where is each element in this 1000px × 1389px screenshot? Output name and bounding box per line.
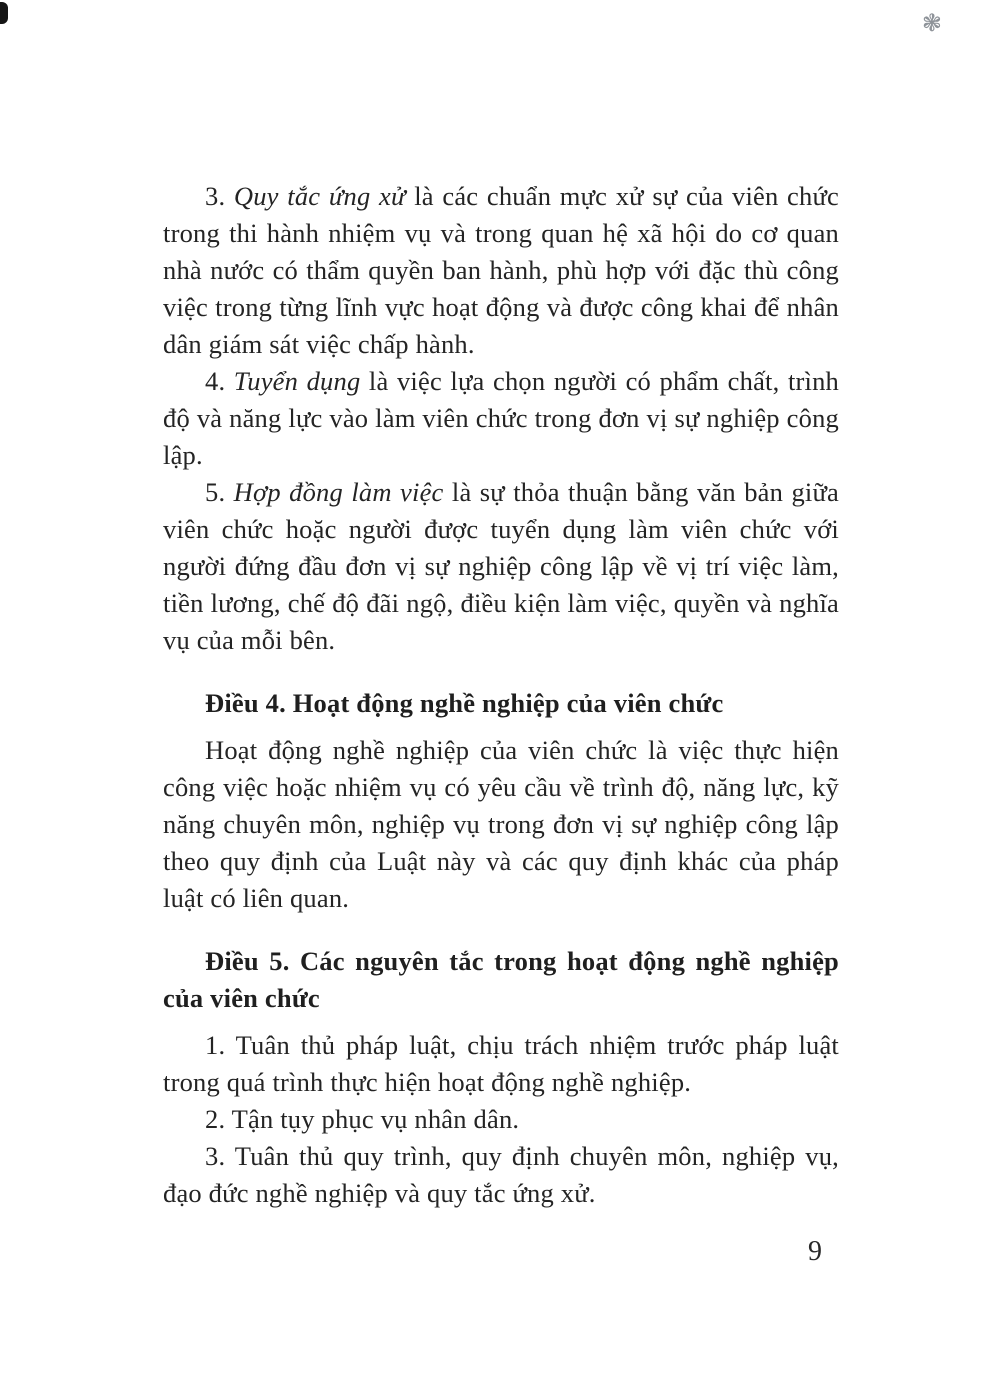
- page-number: 9: [808, 1236, 822, 1267]
- defined-term: Quy tắc ứng xử: [233, 181, 406, 211]
- item-number: 4.: [205, 366, 234, 396]
- heading-article-4: Điều 4. Hoạt động nghề nghiệp của viên chức: [205, 688, 724, 718]
- heading-article-5: Điều 5. Các nguyên tắc trong hoạt động nghề nghiệp của viên chức: [163, 946, 839, 1013]
- paragraph-definition-5: [163, 474, 839, 659]
- definition-text: là các chuẩn mực xử sự của viên chức trong thi hành nhiệm vụ và trong quan hệ xã hội do cơ quan nhà nước có thẩm quyền ban hành, phù hợp với đặc thù công việc trong từng lĩnh vực hoạt động và được công khai để nhân dân giám sát việc chấp hành.: [163, 181, 839, 359]
- list-item-3: 3. Tuân thủ quy trình, quy định chuyên môn, nghiệp vụ, đạo đức nghề nghiệp và quy tắc ứng xử.: [163, 1141, 839, 1208]
- item-number: 3.: [205, 181, 234, 211]
- definition-text: là sự thỏa thuận bằng văn bản giữa viên chức hoặc người được tuyển dụng làm viên chức với người đứng đầu đơn vị sự nghiệp công lập về vị trí việc làm, tiền lương, chế độ đãi ngộ, điều kiện làm việc, quyền và nghĩa vụ của mỗi bên.: [163, 477, 839, 655]
- flower-ornament-icon: ❃: [921, 11, 942, 37]
- list-item-2: 2. Tận tụy phục vụ nhân dân.: [205, 1104, 520, 1134]
- list-item-1: 1. Tuân thủ pháp luật, chịu trách nhiệm trước pháp luật trong quá trình thực hiện hoạt động nghề nghiệp.: [163, 1030, 839, 1097]
- defined-term: Tuyển dụng: [233, 366, 361, 396]
- scan-artifact: [0, 2, 8, 24]
- defined-term: Hợp đồng làm việc: [233, 477, 444, 507]
- document-body: [163, 178, 839, 1212]
- paragraph-definition-4: [163, 363, 839, 474]
- paragraph-article-4-body: Hoạt động nghề nghiệp của viên chức là việc thực hiện công việc hoặc nhiệm vụ có yêu cầu về trình độ, năng lực, kỹ năng chuyên môn, nghiệp vụ trong đơn vị sự nghiệp công lập theo quy định của Luật này và các quy định khác của pháp luật có liên quan.: [163, 735, 839, 913]
- item-number: 5.: [205, 477, 234, 507]
- paragraph-definition-3: [163, 178, 839, 363]
- definition-text: là việc lựa chọn người có phẩm chất, trình độ và năng lực vào làm viên chức trong đơn vị sự nghiệp công lập.: [163, 366, 840, 470]
